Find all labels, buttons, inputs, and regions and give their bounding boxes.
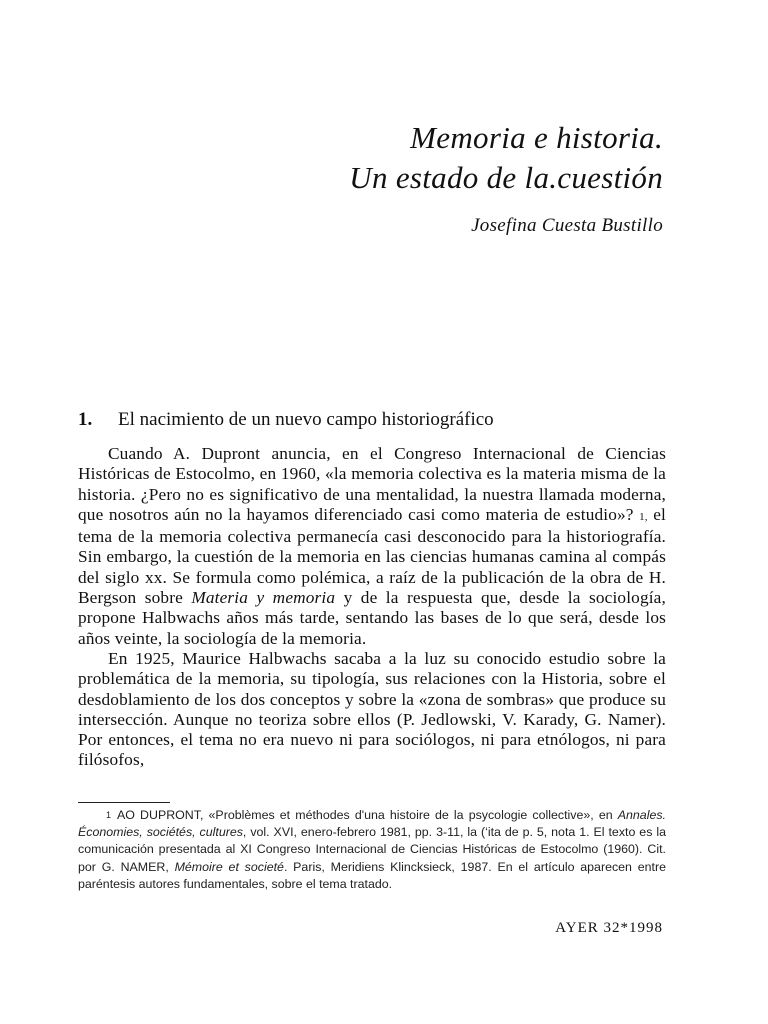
paragraph-text: Cuando A. Dupront anuncia, en el Congreso Internacional de Ciencias Históricas de Estocolmo, en 1960, «la memoria colectiva es la materia misma de la historia. ¿Pero no es significativo de una mentalidad, la nuestra llamada moderna, que nosotros aún no la hayamos diferenciado casi como materia de estudio»? [78, 444, 666, 524]
section-heading [78, 409, 494, 431]
book-title: Mémoire et societé [174, 859, 284, 874]
article-title [349, 118, 663, 198]
footnote-text: , vol. XVI, enero-febrero 1981, pp. 3-11, la (‘ita de p. 5, nota 1. El texto es la comunicación presentada al XI Congreso Internacional de Ciencias Históricas de Estocolmo (1960). Cit. por G. NAMER, [78, 825, 666, 874]
paragraph-text: y de la respuesta que, desde la sociología, propone Halbwachs años más tarde, sentando las bases de lo que será, desde los años veinte, la sociología de la memoria. [78, 588, 666, 648]
footnote-text: . Paris, Meridiens Klincksieck, 1987. En el artículo aparecen entre paréntesis autores fundamentales, sobre el tema tratado. [78, 859, 666, 891]
footnote-mark: 1 [106, 810, 112, 820]
title-line-2: Un estado de la.cuestión [349, 160, 663, 195]
paragraph-text: el tema de la memoria colectiva permanecía casi desconocido para la historiografía. Sin embargo, la cuestión de la memoria en las ciencias humanas camina al compás del siglo xx. Se formula como polémica, a raíz de la publicación de la obra de H. Bergson sobre [78, 504, 666, 608]
footnote-text: AO DUPRONT, «Problèmes et méthodes d'una histoire de la psycologie collective», en [117, 808, 618, 822]
author-name: Josefina Cuesta Bustillo [471, 215, 663, 236]
section-number: 1. [78, 409, 93, 430]
paragraph: En 1925, Maurice Halbwachs sacaba a la luz su conocido estudio sobre la problemática de la memoria, su tipología, sus relaciones con la Historia, sobre el desdoblamiento de los dos conceptos y sobre la «zona de sombras» que produce su intersección. Aunque no teoriza sobre ellos (P. Jedlowski, V. Karady, G. Namer). Por entonces, el tema no era nuevo ni para sociólogos, ni para etnólogos, ni para filósofos, [78, 648, 666, 770]
paragraph [78, 444, 666, 649]
footnote-reference: 1, [639, 510, 648, 523]
section-title: El nacimiento de un nuevo campo historiográfico [118, 409, 494, 430]
footnote-divider [78, 802, 170, 803]
journal-footer: AYER 32*1998 [555, 920, 663, 936]
footnote [78, 807, 666, 893]
title-line-1: Memoria e historia. [410, 120, 663, 155]
journal-title: Annales. Économies, sociétés, cultures [78, 808, 666, 840]
body-text [78, 444, 666, 771]
work-title: Materia y memoria [191, 588, 336, 608]
